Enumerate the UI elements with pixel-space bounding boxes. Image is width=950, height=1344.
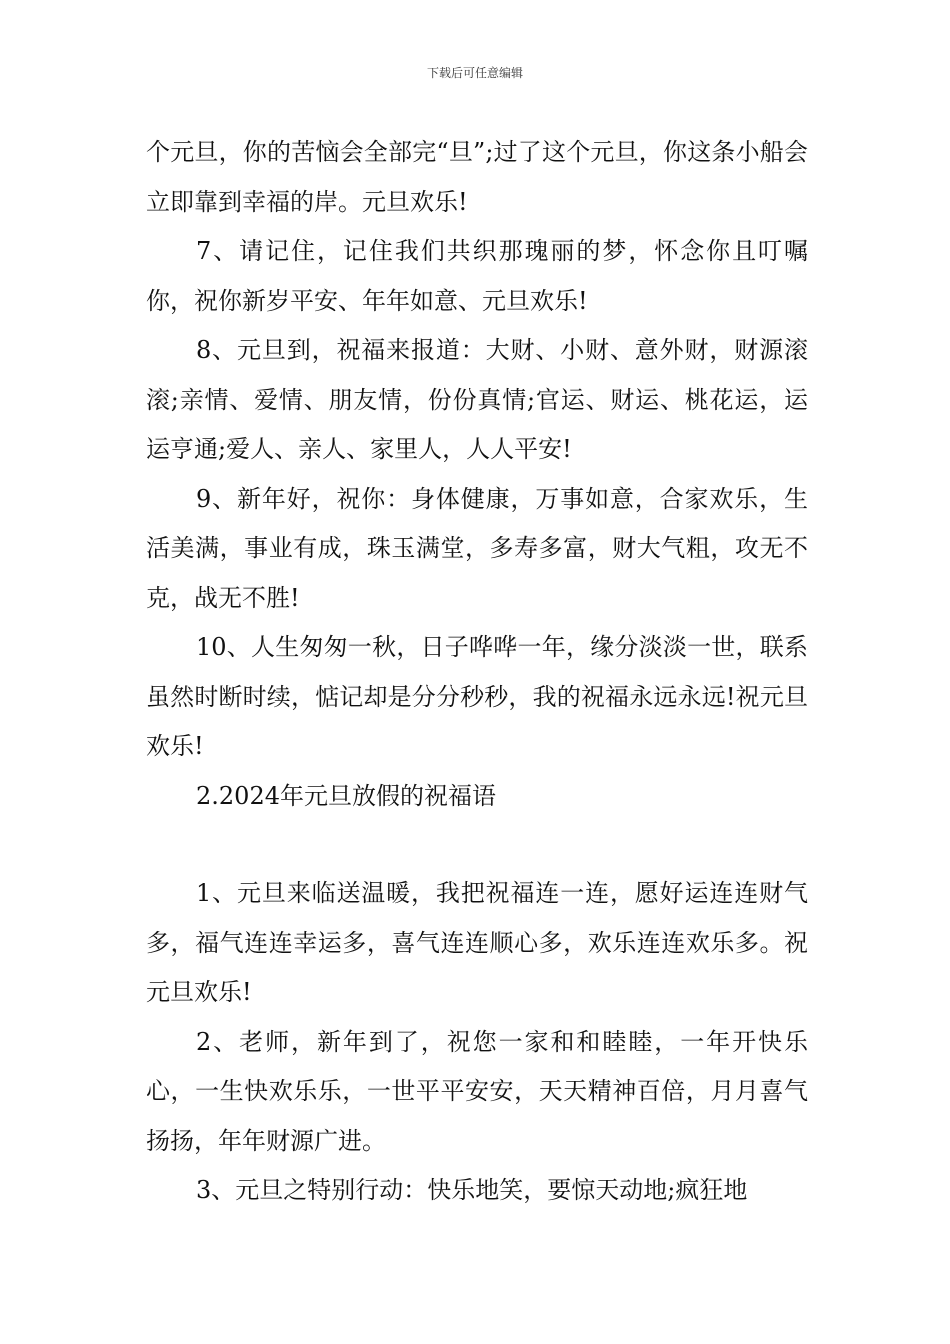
page-header: 下载后可任意编辑 (426, 66, 523, 80)
document-body (146, 128, 808, 1216)
paragraph-section2-item-1: 1、元旦来临送温暖，我把祝福连一连，愿好运连连财气多，福气连连幸运多，喜气连连顺心多，欢乐连连欢乐多。祝元旦欢乐! (146, 879, 808, 1006)
section-heading: 2.2024年元旦放假的祝福语 (196, 781, 496, 810)
paragraph-item-10: 10、人生匆匆一秋，日子哗哗一年，缘分淡淡一世，联系虽然时断时续，惦记却是分分秒秒，我的祝福永远永远!祝元旦欢乐! (146, 633, 808, 760)
paragraph-item-7: 7、请记住，记住我们共织那瑰丽的梦，怀念你且叮嘱你，祝你新岁平安、年年如意、元旦欢乐! (146, 237, 808, 315)
paragraph-continuation: 个元旦，你的苦恼会全部完“旦”;过了这个元旦，你这条小船会立即靠到幸福的岸。元旦欢乐! (146, 138, 808, 216)
paragraph-item-9: 9、新年好，祝你：身体健康，万事如意，合家欢乐，生活美满，事业有成，珠玉满堂，多寿多富，财大气粗，攻无不克，战无不胜! (146, 484, 808, 612)
paragraph-section2-item-3: 3、元旦之特别行动：快乐地笑，要惊天动地;疯狂地 (196, 1176, 748, 1204)
paragraph-item-8: 8、元旦到，祝福来报道：大财、小财、意外财，财源滚滚;亲情、爱情、朋友情，份份真情;官运、财运、桃花运，运运亨通;爱人、亲人、家里人，人人平安! (146, 336, 808, 463)
paragraph-section2-item-2: 2、老师，新年到了，祝您一家和和睦睦，一年开快乐心，一生快欢乐乐，一世平平安安，天天精神百倍，月月喜气扬扬，年年财源广进。 (146, 1027, 808, 1155)
